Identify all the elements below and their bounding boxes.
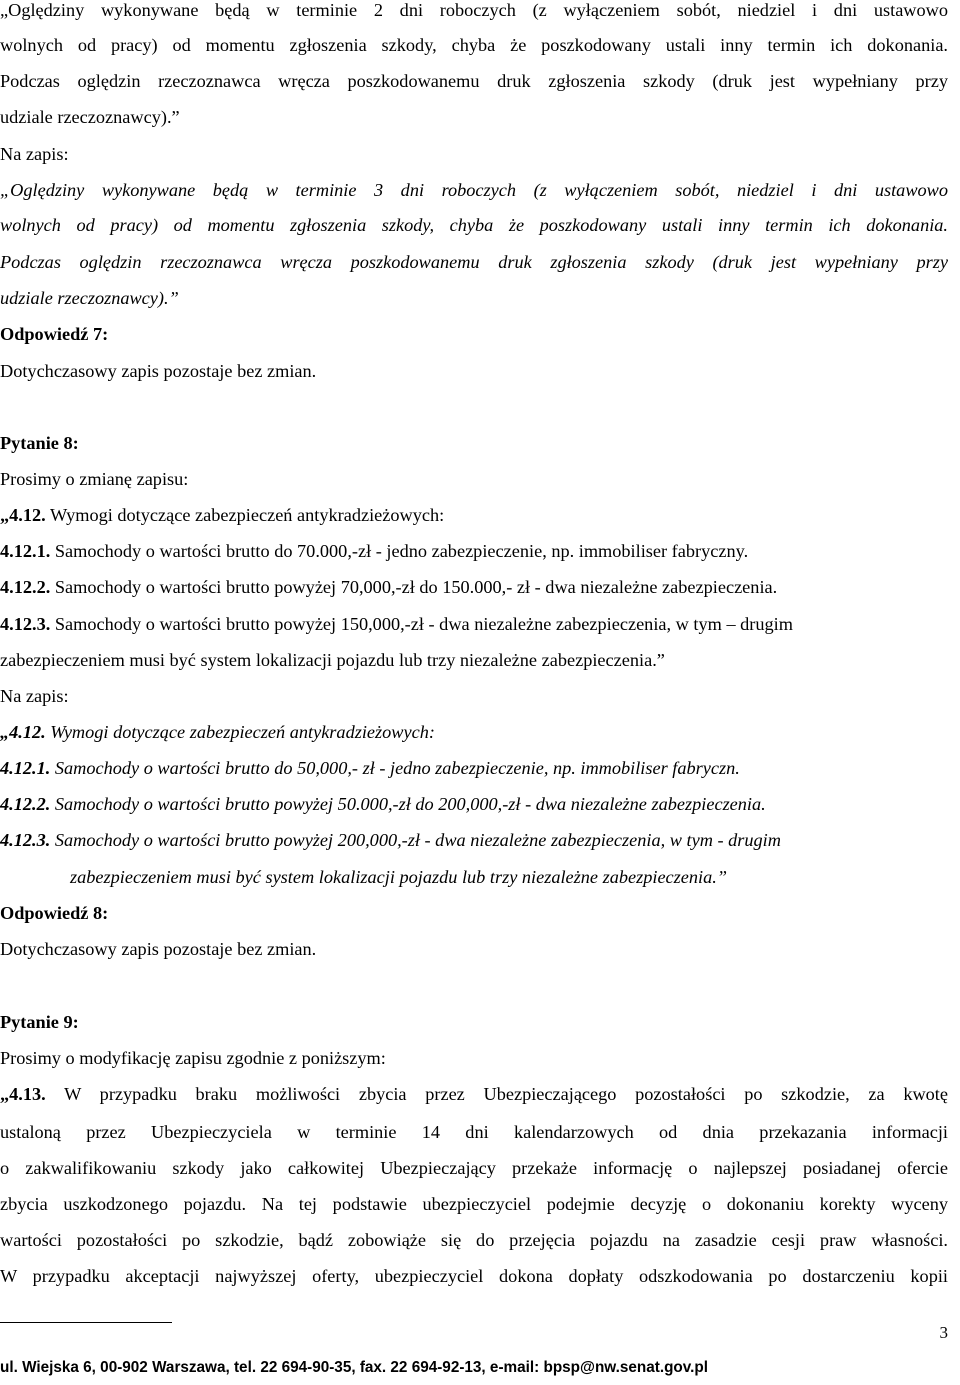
question-9-intro: Prosimy o modyfikację zapisu zgodnie z poniższym:: [0, 1048, 386, 1068]
clause-4-13-line-6: W przypadku akceptacji najwyższej oferty, ubezpieczyciel dokona dopłaty odszkodowania po dostarczeniu kopii: [0, 1266, 948, 1286]
clause-number: 4.12.2.: [0, 577, 51, 597]
na-zapis-label-2: Na zapis:: [0, 686, 69, 706]
clause-number: 4.12.2.: [0, 794, 51, 814]
clause-text: Samochody o wartości brutto powyżej 50.000,-zł do 200,000,-zł - dwa niezależne zabezpieczenia.: [50, 794, 766, 814]
clause-number: „4.12.: [0, 722, 46, 742]
quote-old-line-3: Podczas oględzin rzeczoznawca wręcza poszkodowanemu druk zgłoszenia szkody (druk jest wypełniany przy: [0, 71, 948, 91]
new-clause-4-12-3-cont: zabezpieczeniem musi być system lokalizacji pojazdu lub trzy niezależne zabezpieczenia.”: [70, 867, 728, 887]
question-9-title: Pytanie 9:: [0, 1012, 79, 1032]
quote-new-line-2: wolnych od pracy) od momentu zgłoszenia szkody, chyba że poszkodowany ustali inny termin ich dokonania.: [0, 215, 948, 235]
clause-text: Samochody o wartości brutto powyżej 70,000,-zł do 150.000,- zł - dwa niezależne zabezpieczenia.: [50, 577, 778, 597]
old-clause-4-12-1: [0, 541, 948, 561]
quote-new-line-1: „Oględziny wykonywane będą w terminie 3 dni roboczych (z wyłączeniem sobót, niedziel i dni ustawowo: [0, 180, 948, 200]
old-clause-4-12-2: [0, 577, 948, 597]
answer-7-title: Odpowiedź 7:: [0, 324, 109, 344]
clause-text: Samochody o wartości brutto powyżej 150,000,-zł - dwa niezależne zabezpieczenia, w tym – drugim: [50, 614, 793, 634]
na-zapis-label-1: Na zapis:: [0, 144, 69, 164]
old-clause-4-12-3-cont: zabezpieczeniem musi być system lokalizacji pojazdu lub trzy niezależne zabezpieczenia.”: [0, 650, 665, 670]
question-8-intro: Prosimy o zmianę zapisu:: [0, 469, 189, 489]
clause-number: 4.12.3.: [0, 830, 51, 850]
clause-text: Samochody o wartości brutto powyżej 200,000,-zł - dwa niezależne zabezpieczenia, w tym - drugim: [50, 830, 781, 850]
quote-old-line-2: wolnych od pracy) od momentu zgłoszenia szkody, chyba że poszkodowany ustali inny termin ich dokonania.: [0, 35, 948, 55]
clause-number: 4.12.3.: [0, 614, 51, 634]
footer-address: ul. Wiejska 6, 00-902 Warszawa, tel. 22 694-90-35, fax. 22 694-92-13, e-mail: bpsp@nw.senat.gov.pl: [0, 1359, 708, 1376]
clause-4-13-line-1: [0, 1084, 948, 1104]
quote-new-line-3: Podczas oględzin rzeczoznawca wręcza poszkodowanemu druk zgłoszenia szkody (druk jest wypełniany przy: [0, 252, 948, 272]
clause-text: W przypadku braku możliwości zbycia przez Ubezpieczającego pozostałości po szkodzie, za kwotę: [45, 1084, 948, 1104]
answer-7-text: Dotychczasowy zapis pozostaje bez zmian.: [0, 361, 317, 381]
clause-text: Samochody o wartości brutto do 50,000,- zł - jedno zabezpieczenie, np. immobiliser fabryczn.: [50, 758, 740, 778]
new-clause-4-12-1: [0, 758, 948, 778]
page-number: 3: [939, 1323, 948, 1342]
new-clause-4-12: [0, 722, 948, 742]
clause-number: „4.12.: [0, 505, 46, 525]
clause-number: „4.13.: [0, 1084, 46, 1104]
clause-4-13-line-5: wartości pozostałości po szkodzie, bądź zobowiąże się do przejęcia pojazdu na zasadzie cesji praw własności.: [0, 1230, 948, 1250]
new-clause-4-12-2: [0, 794, 948, 814]
clause-text: Wymogi dotyczące zabezpieczeń antykradzieżowych:: [45, 722, 435, 742]
clause-number: 4.12.1.: [0, 758, 51, 778]
clause-text: Samochody o wartości brutto do 70.000,-zł - jedno zabezpieczenie, np. immobiliser fabryczny.: [50, 541, 749, 561]
clause-number: 4.12.1.: [0, 541, 51, 561]
answer-8-title: Odpowiedź 8:: [0, 903, 109, 923]
quote-new-line-4: udziale rzeczoznawcy).”: [0, 288, 179, 308]
new-clause-4-12-3: [0, 830, 948, 850]
clause-4-13-line-4: zbycia uszkodzonego pojazdu. Na tej podstawie ubezpieczyciel podejmie decyzję o dokonaniu korekty wyceny: [0, 1194, 948, 1214]
quote-old-line-1: „Oględziny wykonywane będą w terminie 2 dni roboczych (z wyłączeniem sobót, niedziel i dni ustawowo: [0, 0, 948, 20]
question-8-title: Pytanie 8:: [0, 433, 79, 453]
old-clause-4-12: [0, 505, 948, 525]
quote-old-line-4: udziale rzeczoznawcy).”: [0, 107, 180, 127]
clause-text: Wymogi dotyczące zabezpieczeń antykradzieżowych:: [45, 505, 445, 525]
footer-rule: [0, 1322, 172, 1323]
old-clause-4-12-3: [0, 614, 948, 634]
answer-8-text: Dotychczasowy zapis pozostaje bez zmian.: [0, 939, 317, 959]
clause-4-13-line-3: o zakwalifikowaniu szkody jako całkowitej Ubezpieczający przekaże informację o najlepszej posiadanej ofercie: [0, 1158, 948, 1178]
clause-4-13-line-2: ustaloną przez Ubezpieczyciela w terminie 14 dni kalendarzowych od dnia przekazania informacji: [0, 1122, 948, 1142]
